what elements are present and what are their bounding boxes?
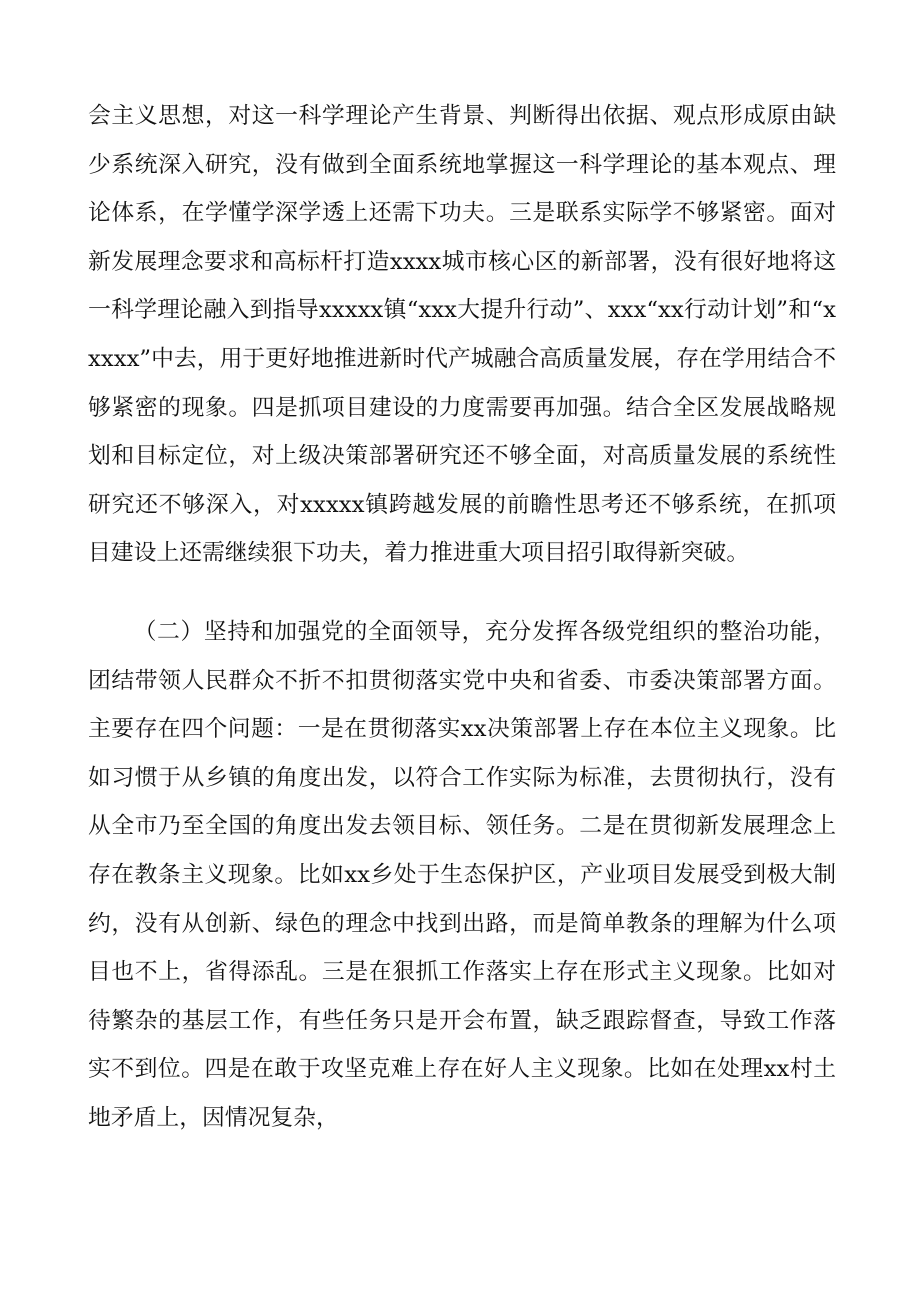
paragraph-continuation: 会主义思想，对这一科学理论产生背景、判断得出依据、观点形成原由缺少系统深入研究，没有做到全面系统地掌握这一科学理论的基本观点、理论体系，在学懂学深学透上还需下功夫。三是联系实际学不够紧密。面对新发展理念要求和高标杆打造xxxx城市核心区的新部署，没有很好地将这一科学理论融入到指导xxxxx镇“xxx大提升行动”、xxx“xx行动计划”和“xxxxx”中去，用于更好地推进新时代产城融合高质量发展，存在学用结合不够紧密的现象。四是抓项目建设的力度需要再加强。结合全区发展战略规划和目标定位，对上级决策部署研究还不够全面，对高质量发展的系统性研究还不够深入，对xxxxx镇跨越发展的前瞻性思考还不够系统，在抓项目建设上还需继续狠下功夫，着力推进重大项目招引取得新突破。 [88,103,836,567]
paragraph-section-two: （二）坚持和加强党的全面领导，充分发挥各级党组织的整治功能，团结带领人民群众不折不扣贯彻落实党中央和省委、市委决策部署方面。主要存在四个问题：一是在贯彻落实xx决策部署上存在本位主义现象。比如习惯于从乡镇的角度出发，以符合工作实际为标准，去贯彻执行，没有从全市乃至全国的角度出发去领目标、领任务。二是在贯彻新发展理念上存在教条主义现象。比如xx乡处于生态保护区，产业项目发展受到极大制约，没有从创新、绿色的理念中找到出路，而是简单教条的理解为什么项目也不上，省得添乱。三是在狠抓工作落实上存在形式主义现象。比如对待繁杂的基层工作，有些任务只是开会布置，缺乏跟踪督查，导致工作落实不到位。四是在敢于攻坚克难上存在好人主义现象。比如在处理xx村土地矛盾上，因情况复杂， [88,618,836,1131]
document-body [88,92,836,1142]
